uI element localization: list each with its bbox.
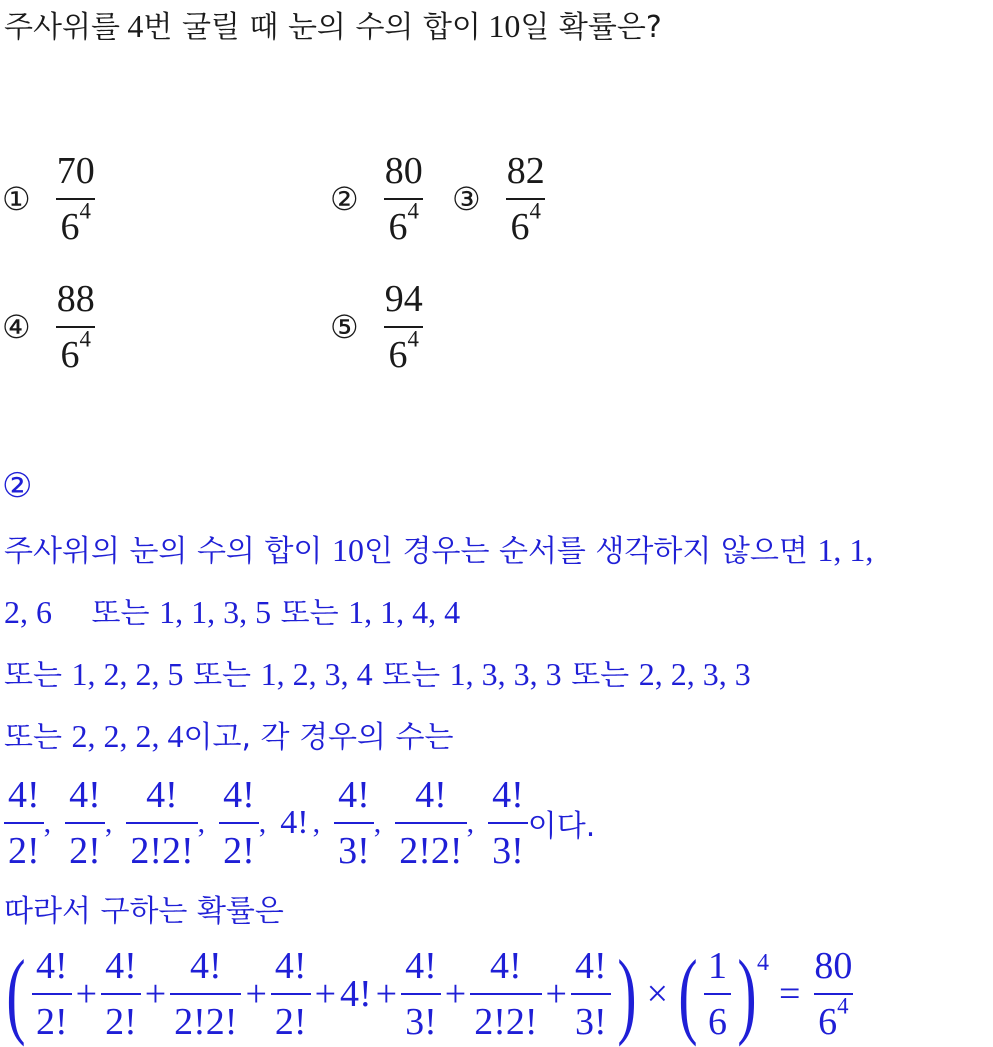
case-2: 1, 1, 3, 5 <box>159 594 272 630</box>
count-plain: 4! <box>280 804 309 841</box>
term-6: $\frac{4!}{3!}$ <box>401 947 441 1041</box>
option-5[interactable] <box>330 280 427 374</box>
option-1-fraction <box>53 152 99 246</box>
case-counts: $\frac{4!}{2!}$ , $\frac{4!}{2!}$ , $\frac{4!}{2!2!}$ , $\frac{4!}{2!}$ , 4! , $\frac{4!}{3!}$ , $\frac{4!}{2!2!}$ , $\frac{4!}{3!}$ 이다. <box>4 776 595 870</box>
option-4-denominator: $6^4$ <box>56 326 94 374</box>
term-8: $\frac{4!}{3!}$ <box>571 947 611 1041</box>
term-5: 4! <box>340 973 372 1015</box>
or-word: 또는 <box>91 596 150 631</box>
term-1: $\frac{4!}{2!}$ <box>32 947 72 1041</box>
solution-line-1-a: 주사위의 눈의 수의 합이 <box>4 534 323 569</box>
option-3-denominator: $6^4$ <box>506 198 544 246</box>
option-1-denominator: $6^4$ <box>56 198 94 246</box>
or-word: 또는 <box>4 658 62 693</box>
case-7: 2, 2, 3, 3 <box>638 656 751 692</box>
option-3[interactable] <box>452 152 549 246</box>
option-1-mark: ① <box>2 180 31 218</box>
or-word: 또는 <box>382 658 441 693</box>
question-sum: 10 <box>488 8 521 44</box>
term-3: $\frac{4!}{2!2!}$ <box>170 947 241 1041</box>
solution-line-2 <box>4 588 460 632</box>
or-word: 또는 <box>280 596 339 631</box>
right-paren: ) <box>616 940 637 1047</box>
question-times: 4 <box>127 8 144 44</box>
question-suffix: 일 확률은? <box>520 10 662 45</box>
option-2-numerator: 80 <box>384 150 423 192</box>
option-1-numerator: 70 <box>56 150 95 192</box>
option-2-fraction <box>381 152 427 246</box>
power: 4 <box>756 950 769 976</box>
question-prefix: 주사위를 <box>4 10 120 45</box>
count-fraction-8: $\frac{4!}{3!}$ <box>488 776 528 870</box>
count-fraction-7: $\frac{4!}{2!2!}$ <box>395 776 466 870</box>
option-3-mark: ③ <box>452 180 481 218</box>
case-4: 1, 2, 2, 5 <box>71 656 184 692</box>
case-5: 1, 2, 3, 4 <box>260 656 373 692</box>
or-word: 또는 <box>193 658 252 693</box>
term-4: $\frac{4!}{2!}$ <box>271 947 311 1041</box>
count-fraction-6: $\frac{4!}{3!}$ <box>334 776 374 870</box>
option-4-mark: ④ <box>2 308 31 346</box>
question-mid: 번 굴릴 때 눈의 수의 합이 <box>143 10 481 45</box>
times-sign: × <box>646 973 668 1015</box>
left-paren: ( <box>6 940 26 1047</box>
one-sixth: $\frac{1}{6}$ <box>704 947 731 1041</box>
solution-line-6: 따라서 구하는 확률은 <box>4 894 284 929</box>
option-3-numerator: 82 <box>506 150 545 192</box>
solution-line-3 <box>4 650 751 694</box>
count-fraction-1: $\frac{4!}{2!}$ <box>4 776 44 870</box>
option-2-mark: ② <box>330 180 359 218</box>
counts-tail: 이다. <box>527 809 596 844</box>
right-paren-2: ) <box>737 940 757 1047</box>
case-8: 2, 2, 2, 4 <box>71 718 184 754</box>
final-expression: ( $\frac{4!}{2!}$ + $\frac{4!}{2!}$ + $\frac{4!}{2!2!}$ + $\frac{4!}{2!}$ + 4! + $\frac{4!}{3!}$ + $\frac{4!}{2!2!}$ + $\frac{4!}{3!}$ ) × ( $\frac{1}{6}$ ) 4 = $\frac{80}{6^4}$ <box>0 946 856 1042</box>
answer-mark: ② <box>2 466 33 506</box>
solution-line-1-tail: 1, 1, <box>817 532 874 568</box>
solution-line-4 <box>4 712 454 756</box>
solution-sum: 10 <box>331 532 364 568</box>
option-5-mark: ⑤ <box>330 308 359 346</box>
term-2: $\frac{4!}{2!}$ <box>101 947 141 1041</box>
option-2[interactable] <box>330 152 427 246</box>
option-5-fraction <box>381 280 427 374</box>
or-word: 또는 <box>4 720 62 755</box>
option-4[interactable] <box>2 280 99 374</box>
term-7: $\frac{4!}{2!2!}$ <box>470 947 541 1041</box>
count-fraction-3: $\frac{4!}{2!2!}$ <box>126 776 197 870</box>
question-text <box>4 2 662 46</box>
option-2-denominator: $6^4$ <box>384 198 422 246</box>
result-fraction: $\frac{80}{6^4}$ <box>814 945 853 1043</box>
equals-sign: = <box>778 973 801 1015</box>
option-5-numerator: 94 <box>384 278 423 320</box>
case-6: 1, 3, 3, 3 <box>449 656 562 692</box>
count-fraction-2: $\frac{4!}{2!}$ <box>65 776 105 870</box>
option-4-numerator: 88 <box>56 278 95 320</box>
case-3: 1, 1, 4, 4 <box>348 594 461 630</box>
left-paren-2: ( <box>678 940 698 1047</box>
solution-line-4-b: 이고, 각 경우의 수는 <box>183 720 454 755</box>
case-1: 2, 6 <box>4 594 52 630</box>
option-1[interactable] <box>2 152 99 246</box>
option-4-fraction <box>53 280 99 374</box>
option-5-denominator: $6^4$ <box>384 326 422 374</box>
solution-line-1 <box>4 526 873 570</box>
count-fraction-4: $\frac{4!}{2!}$ <box>219 776 259 870</box>
option-3-fraction <box>503 152 549 246</box>
or-word: 또는 <box>571 658 630 693</box>
solution-line-1-b: 인 경우는 순서를 생각하지 않으면 <box>363 534 808 569</box>
